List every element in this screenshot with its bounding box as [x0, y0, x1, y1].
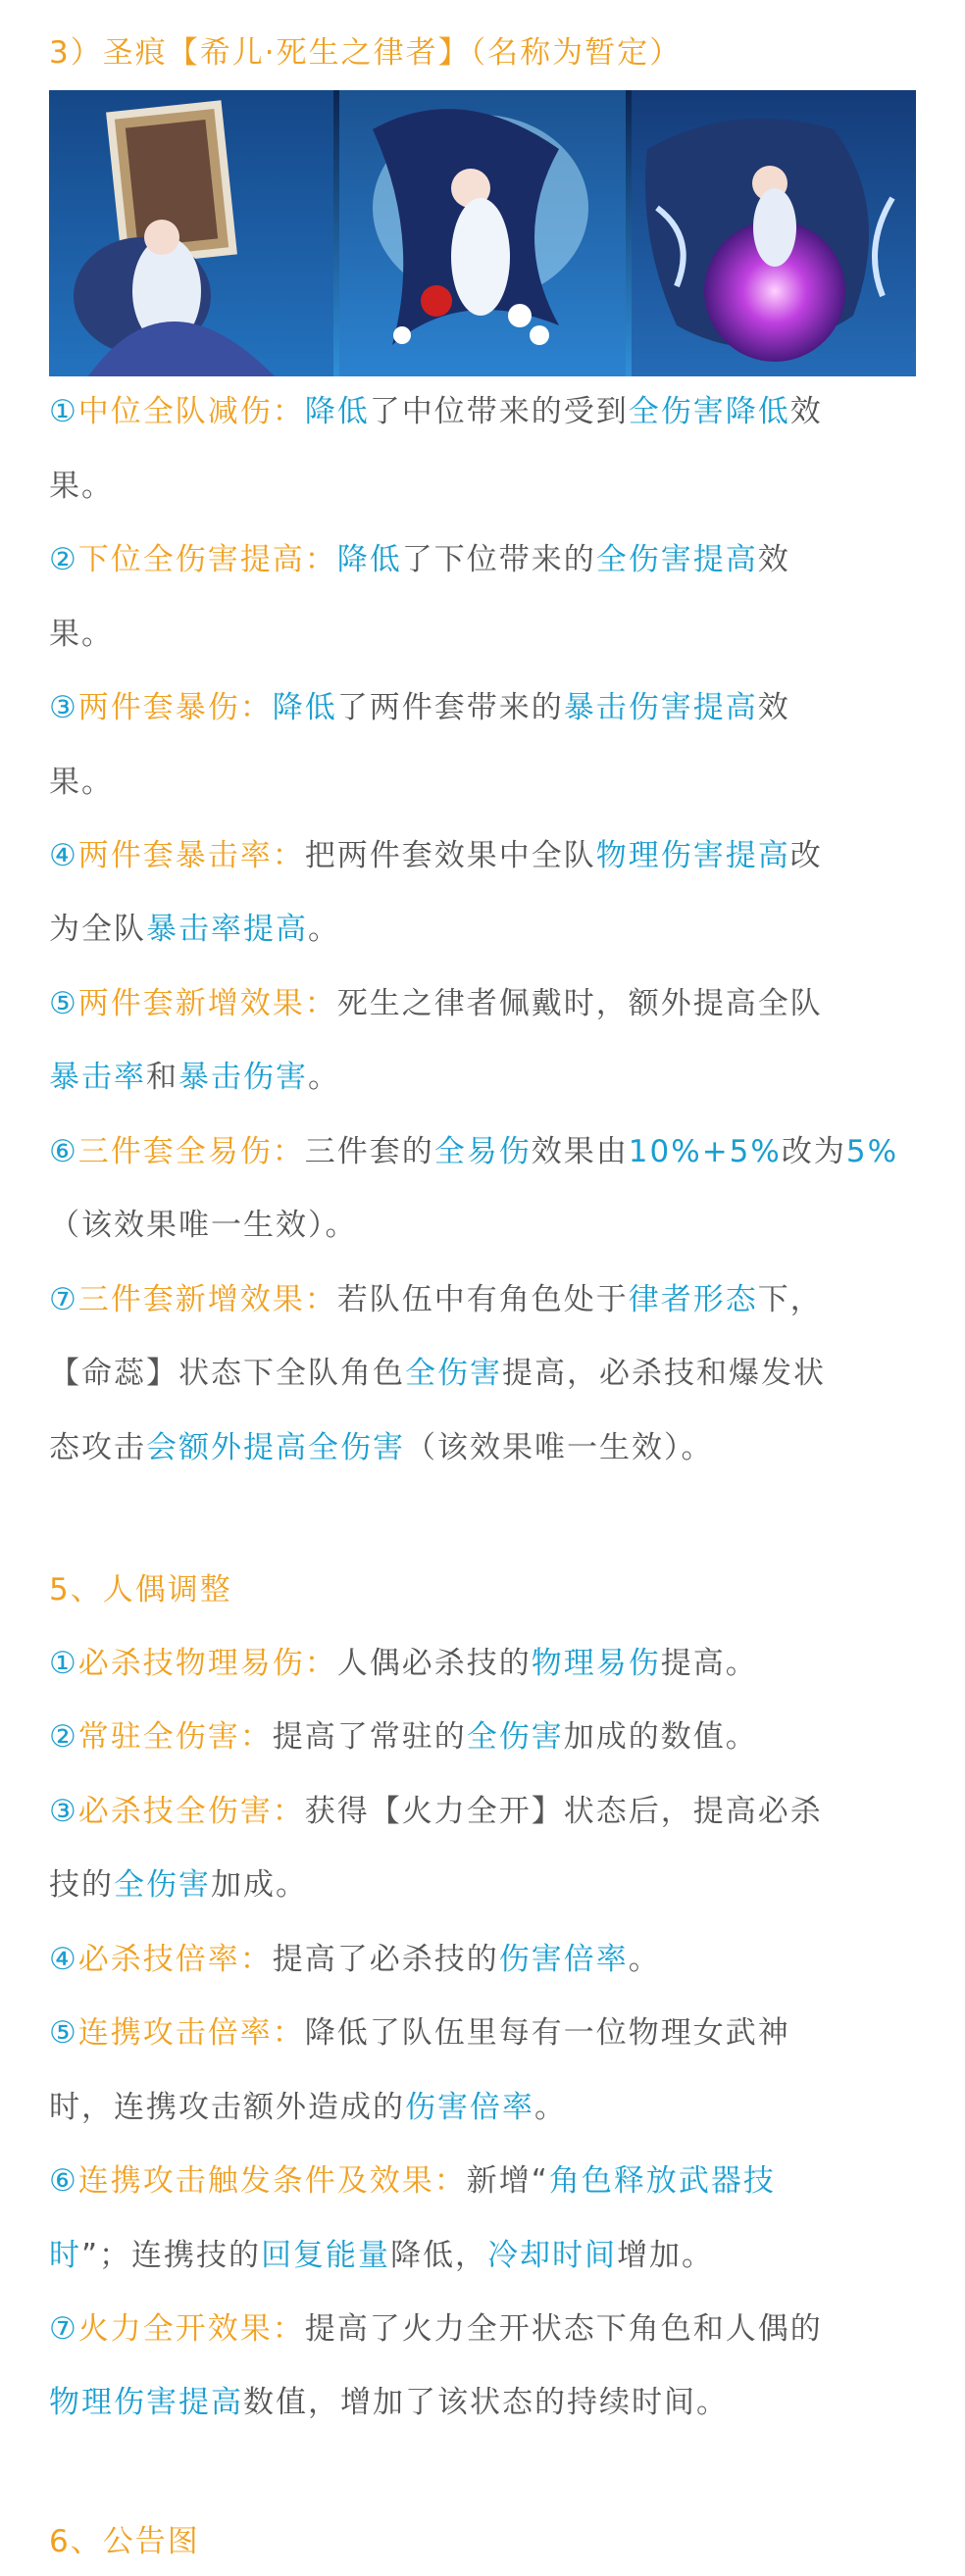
stigmata-banner-image [49, 90, 916, 376]
doll-item-6-cont: 时”；连携技的回复能量降低，冷却时间增加。 [49, 2238, 715, 2273]
stigmata-item-1-cont: 果。 [49, 469, 114, 504]
doll-item-4: ④必杀技倍率：提高了必杀技的伤害倍率。 [49, 1942, 661, 1977]
doll-item-5-cont: 时，连携攻击额外造成的伤害倍率。 [49, 2090, 567, 2125]
stigmata-item-7-cont2: 态攻击会额外提高全伤害（该效果唯一生效）。 [49, 1430, 714, 1465]
stigmata-item-5-cont: 暴击率和暴击伤害。 [49, 1060, 340, 1095]
stigmata-item-2-cont: 果。 [49, 617, 114, 652]
section6-title: 6、公告图 [49, 2524, 200, 2559]
stigmata-item-4-cont: 为全队暴击率提高。 [49, 912, 340, 947]
doll-item-6: ⑥连携攻击触发条件及效果：新增“角色释放武器技 [49, 2163, 776, 2199]
section3-title: 3）圣痕【希儿·死生之律者】（名称为暂定） [49, 35, 683, 71]
stigmata-item-2: ②下位全伤害提高：降低了下位带来的全伤害提高效 [49, 542, 790, 577]
stigmata-item-7-cont: 【命蕊】状态下全队角色全伤害提高，必杀技和爆发状 [49, 1356, 826, 1391]
stigmata-item-3-cont: 果。 [49, 765, 114, 800]
doll-item-1: ①必杀技物理易伤：人偶必杀技的物理易伤提高。 [49, 1646, 758, 1681]
stigmata-item-4: ④两件套暴击率：把两件套效果中全队物理伤害提高改 [49, 838, 823, 873]
doll-item-2: ②常驻全伤害：提高了常驻的全伤害加成的数值。 [49, 1719, 758, 1755]
doll-item-5: ⑤连携攻击倍率：降低了队伍里每有一位物理女武神 [49, 2015, 790, 2051]
stigmata-item-7: ⑦三件套新增效果：若队伍中有角色处于律者形态下， [49, 1282, 823, 1317]
doll-item-3: ③必杀技全伤害：获得【火力全开】状态后，提高必杀 [49, 1794, 823, 1829]
stigmata-item-5: ⑤两件套新增效果：死生之律者佩戴时，额外提高全队 [49, 986, 823, 1021]
stigmata-item-6-cont: （该效果唯一生效）。 [49, 1208, 358, 1243]
doll-item-3-cont: 技的全伤害加成。 [49, 1867, 308, 1903]
section5-title: 5、人偶调整 [49, 1572, 232, 1608]
stigmata-artwork [49, 90, 916, 376]
stigmata-item-6: ⑥三件套全易伤：三件套的全易伤效果由10%+5%改为5% [49, 1134, 899, 1169]
doll-item-7-cont: 物理伤害提高数值，增加了该状态的持续时间。 [49, 2385, 729, 2420]
doll-item-7: ⑦火力全开效果：提高了火力全开状态下角色和人偶的 [49, 2311, 823, 2347]
stigmata-item-3: ③两件套暴伤：降低了两件套带来的暴击伤害提高效 [49, 690, 790, 725]
stigmata-item-1: ①中位全队减伤：降低了中位带来的受到全伤害降低效 [49, 394, 823, 429]
